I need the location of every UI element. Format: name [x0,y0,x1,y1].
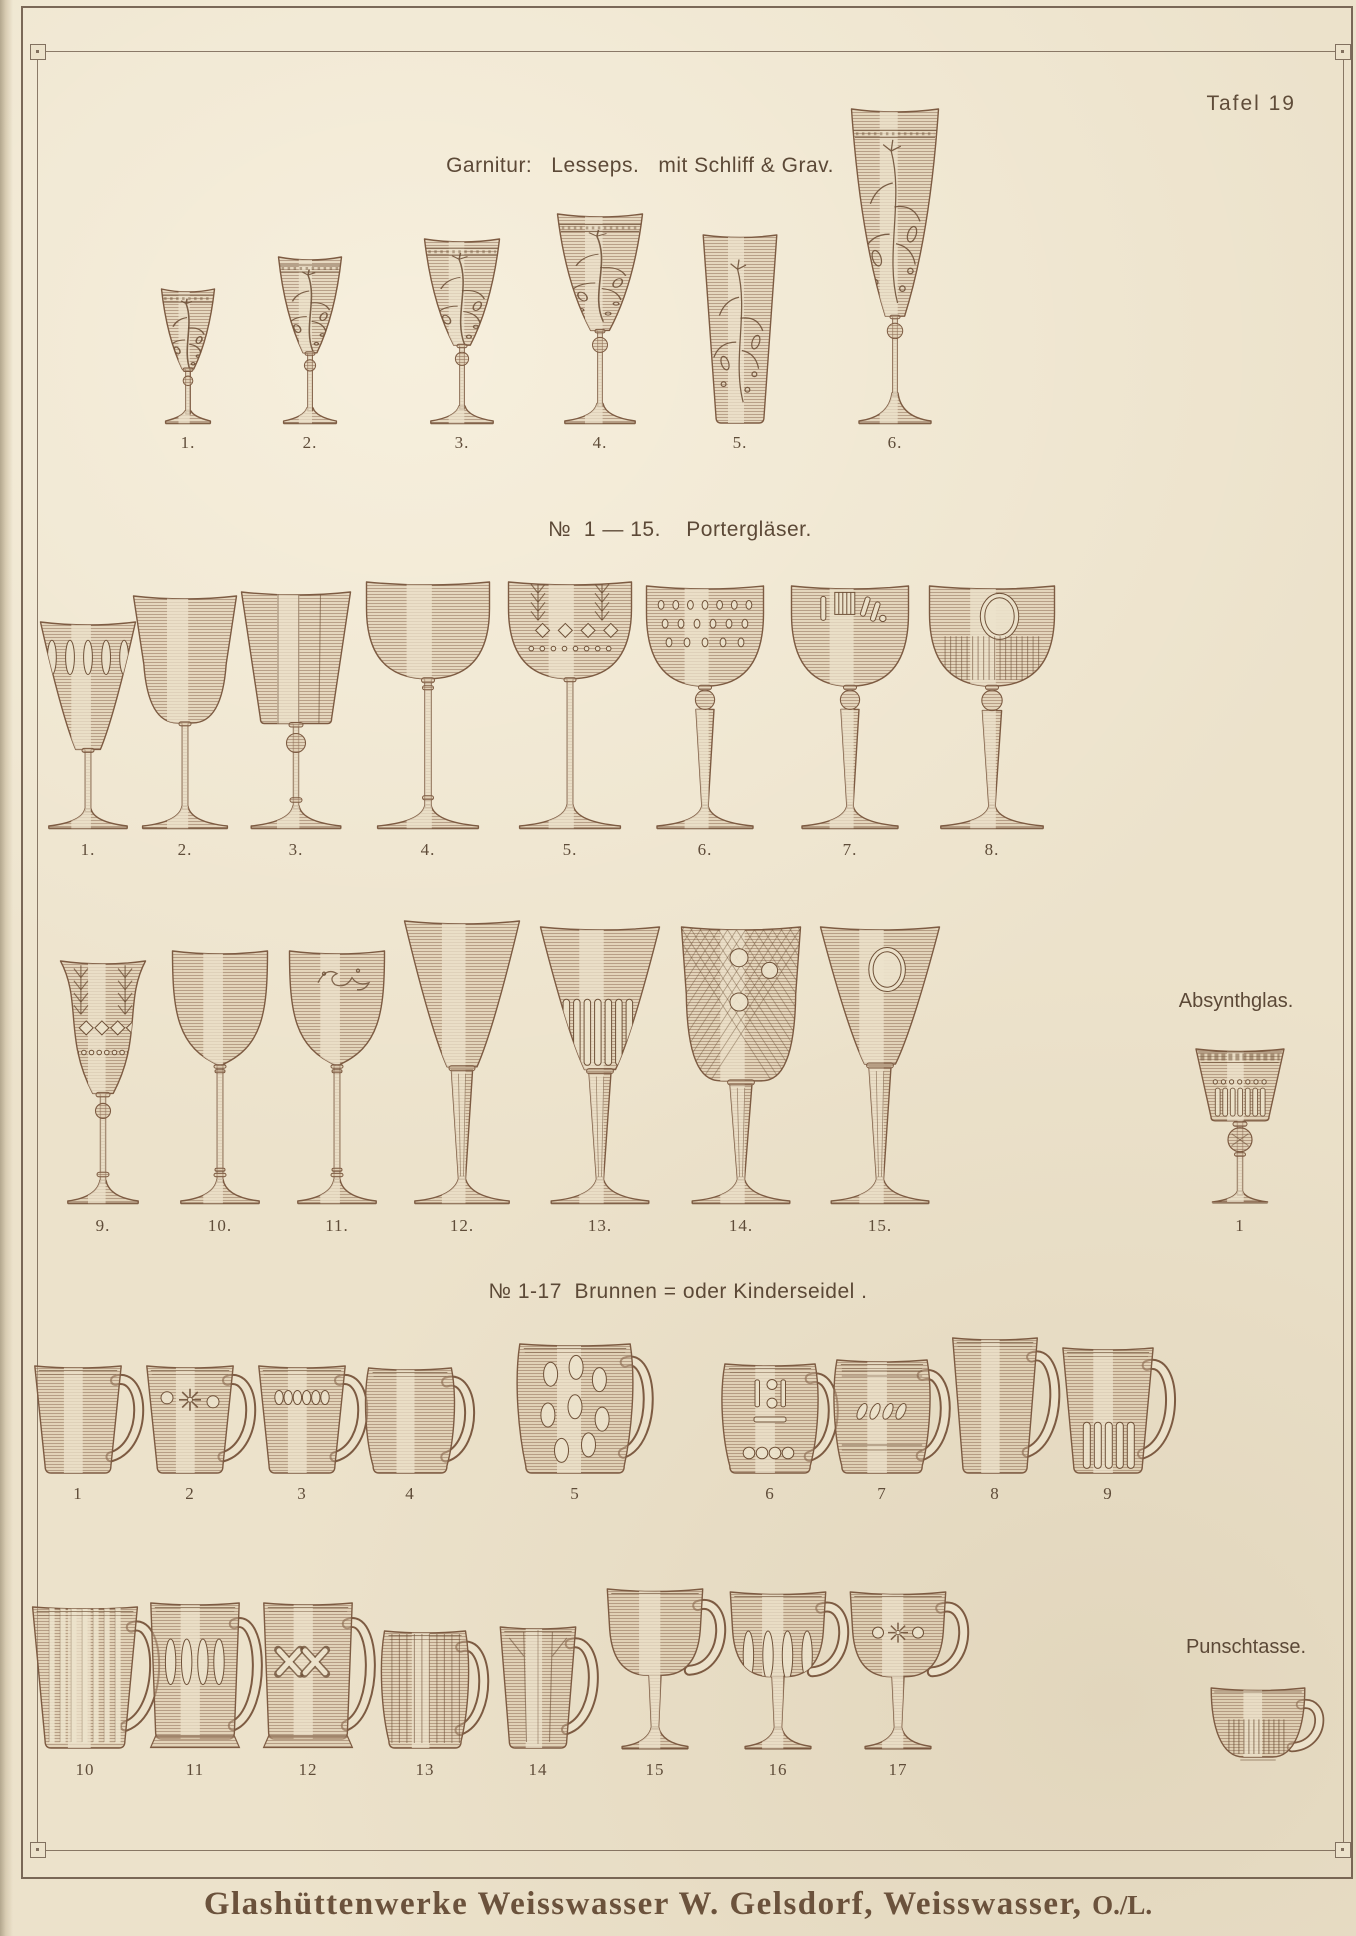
caption-suffix: O./L. [1092,1890,1153,1920]
item-number: 10. [207,1216,233,1235]
item-number: 6 [765,1484,775,1503]
frame-corner-ornament [30,44,46,60]
glass-figure-porterglaeser-2-10 [171,947,269,1205]
item-number: 2. [177,840,193,859]
item-number: 5 [570,1484,580,1503]
glass-figure-kinderseidel-2-16 [725,1587,861,1750]
glass-figure-garnitur-2 [277,253,343,425]
label-absynthglas: Absynthglas. [1178,990,1294,1012]
item-number: 13. [587,1216,613,1235]
item-number: 3. [288,840,304,859]
glass-figure-porterglaeser-4 [365,578,491,830]
item-number: 1. [180,433,196,452]
item-number: 3. [454,433,470,452]
item-number: 3 [297,1484,307,1503]
glass-figure-kinderseidel-6 [721,1359,849,1475]
glass-figure-porterglaeser-2-13 [539,923,661,1205]
glass-figure-porterglaeser-2 [132,592,238,830]
item-number: 14. [728,1216,754,1235]
section-title-kinderseidel: № 1-17 Brunnen = oder Kinderseidel . [488,1280,868,1303]
glass-figure-kinderseidel-2 [143,1361,267,1475]
glass-figure-porterglaeser-8 [928,582,1056,830]
glass-figure-kinderseidel-2 [1206,1680,1336,1762]
item-number: 1. [80,840,96,859]
glass-figure-kinderseidel-2-11 [147,1598,273,1750]
glass-figure-kinderseidel-8 [949,1333,1071,1475]
item-number: 12. [449,1216,475,1235]
item-number: 7. [842,840,858,859]
glass-figure-garnitur-4 [556,210,644,425]
page-edge-shadow [0,0,13,1936]
glass-figure-kinderseidel-4 [365,1363,485,1475]
item-number: 6. [697,840,713,859]
caption-main: Glashüttenwerke Weisswasser W. Gelsdorf, Weisswasser, [203,1886,1083,1922]
glass-figure-kinderseidel-2-12 [260,1598,386,1750]
item-number: 1 [1235,1216,1245,1235]
item-number: 2 [185,1484,195,1503]
glass-figure-kinderseidel-2-17 [845,1587,981,1750]
glass-figure-porterglaeser-2-1 [1194,1043,1286,1205]
glass-figure-porterglaeser-2-14 [680,923,802,1205]
item-number: 2. [302,433,318,452]
item-number: 12 [298,1760,318,1779]
glass-figure-porterglaeser-1 [39,618,137,830]
item-number: 11 [185,1760,205,1779]
glass-figure-porterglaeser-2-12 [403,917,521,1205]
item-number: 8. [984,840,1000,859]
frame-corner-ornament [1335,1842,1351,1858]
item-number: 7 [877,1484,887,1503]
item-number: 11. [325,1216,349,1235]
glass-figure-porterglaeser-2-11 [288,947,386,1205]
glass-figure-kinderseidel-1 [31,1361,155,1475]
bottom-caption [0,1886,1356,1923]
glass-figure-garnitur-6 [850,105,940,425]
glass-figure-garnitur-3 [423,235,501,425]
glass-figure-garnitur-5 [700,230,780,425]
frame-corner-ornament [1335,44,1351,60]
glass-figure-kinderseidel-3 [255,1361,379,1475]
label-punschtasse: Punschtasse. [1185,1636,1307,1658]
item-number: 15. [867,1216,893,1235]
glass-figure-kinderseidel-2-15 [602,1584,738,1750]
section-title-porterglaeser: № 1 — 15. Portergläser. [548,518,812,541]
glass-figure-kinderseidel-9 [1059,1343,1187,1475]
item-number: 17 [888,1760,908,1779]
item-number: 16 [768,1760,788,1779]
glass-figure-porterglaeser-2-9 [59,957,147,1205]
glass-figure-garnitur-1 [160,285,216,425]
plate-number: Tafel 19 [1206,92,1296,115]
glass-figure-porterglaeser-7 [790,582,910,830]
item-number: 4. [420,840,436,859]
item-number: 8 [990,1484,1000,1503]
item-number: 9 [1103,1484,1113,1503]
section-title-garnitur: Garnitur: Lesseps. mit Schliff & Grav. [446,154,834,177]
glass-figure-kinderseidel-7 [833,1355,961,1475]
frame-corner-ornament [30,1842,46,1858]
glass-figure-kinderseidel-5 [515,1339,665,1475]
item-number: 4. [592,433,608,452]
item-number: 1 [73,1484,83,1503]
item-number: 4 [405,1484,415,1503]
glass-figure-porterglaeser-3 [240,588,352,830]
item-number: 6. [887,433,903,452]
item-number: 9. [95,1216,111,1235]
item-number: 15 [645,1760,665,1779]
glass-figure-kinderseidel-2-13 [381,1626,499,1750]
glass-figure-porterglaeser-2-15 [819,923,941,1205]
glass-figure-kinderseidel-2-14 [497,1622,609,1750]
item-number: 5. [732,433,748,452]
item-number: 14 [528,1760,548,1779]
glass-figure-porterglaeser-5 [507,578,633,830]
item-number: 5. [562,840,578,859]
item-number: 10 [75,1760,95,1779]
glass-figure-porterglaeser-6 [645,582,765,830]
item-number: 13 [415,1760,435,1779]
